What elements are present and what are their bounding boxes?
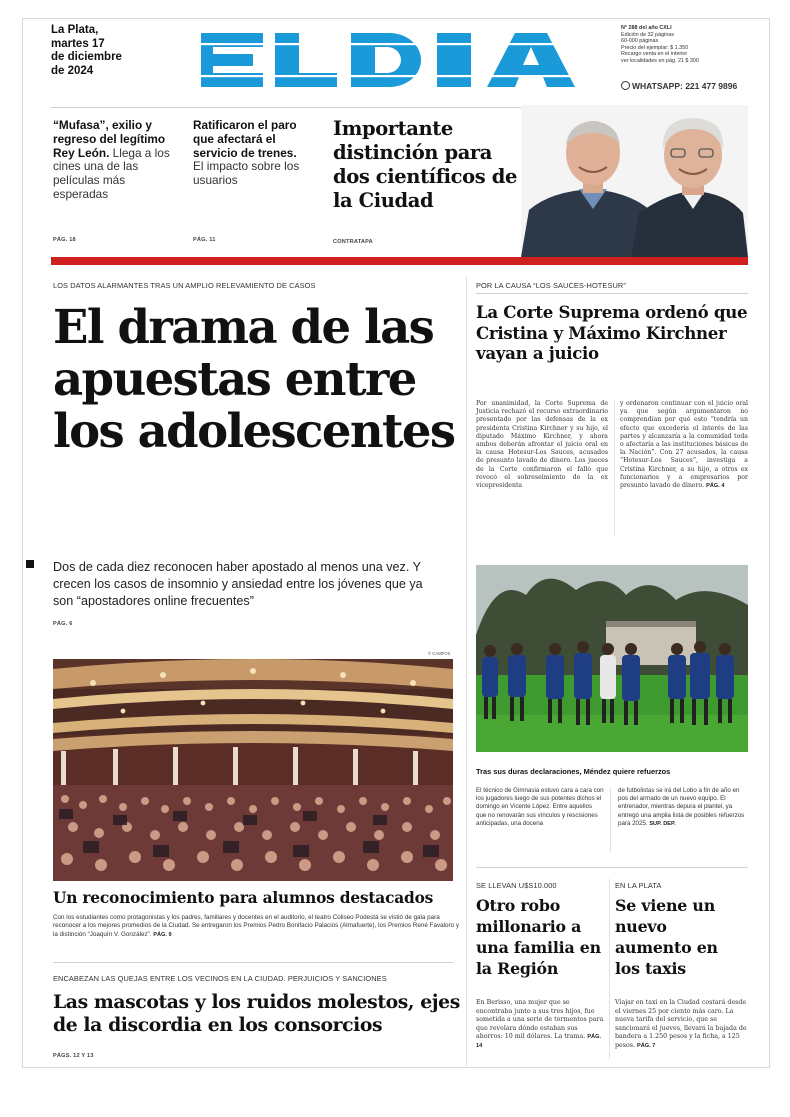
robo-kicker: SE LLEVAN U$S10.000 (476, 881, 557, 890)
robo-page: PÁG. 14 (476, 1034, 602, 1049)
mendez-caption: Tras sus duras declaraciones, Méndez quiere refuerzos (476, 767, 671, 776)
teaser-trenes-text: El impacto sobre los usuarios (193, 159, 300, 188)
mendez-body-col2-text: de futbolistas se irá del Lobo a fin de año en pos del armado de un nuevo equipo. El entrenador, mientras depura el plantel, ya entregó una amplia lista de posibles refuerzos para 2025. (618, 787, 745, 827)
mendez-col-separator (610, 787, 611, 853)
divider (53, 962, 453, 963)
alumnos-body (53, 914, 463, 939)
place: La Plata, (51, 24, 99, 36)
whatsapp-number: WHATSAPP: 221 477 9896 (632, 81, 738, 91)
taxis-kicker: EN LA PLATA (615, 881, 662, 890)
alumnos-headline: Un reconocimiento para alumnos destacados (53, 889, 434, 907)
alumnos-page: PÁG. 9 (153, 931, 172, 938)
place-date (51, 24, 161, 78)
issue-number: N° 288 del año CXLI (621, 25, 672, 31)
mendez-body-col1: El técnico de Gimnasia estuvo cara a cara con los jugadores luego de sus potentes dichos el domingo en Vicente López. Entre aquellos que no renovarán sus vínculos y rescisiones anticipadas, una docena (476, 787, 604, 827)
issue-surcharge: Recargo venta en el interior (621, 51, 688, 58)
corte-page: PÁG. 4 (706, 483, 725, 490)
issue-pages: Edición de 32 páginas (621, 31, 675, 38)
science-page: CONTRATAPA (333, 239, 373, 245)
teaser-trenes (193, 119, 308, 188)
taxis-body (615, 999, 748, 1050)
teaser-mufasa-headline: “Mufasa”, exilio y regreso del legítimo Rey León. (53, 118, 166, 160)
corte-kicker: POR LA CAUSA “LOS SAUCES-HOTESUR” (476, 281, 626, 290)
mascotas-kicker: ENCABEZAN LAS QUEJAS ENTRE LOS VECINOS EN LA CIUDAD. PERJUICIOS Y SANCIONES (53, 974, 387, 983)
robo-headline: Otro robo millonario a una familia en la Región (476, 896, 601, 978)
robo-body (476, 999, 604, 1050)
whatsapp-contact (621, 81, 737, 91)
issue-price: Precio del ejemplar: $ 1.350 (621, 44, 689, 51)
alumnos-body-text: Con los estudiantes como protagonistas y los padres, familiares y docentes en el auditorio, el teatro Coliseo Podestá se vistió de gala para reconocer a los mejores promedios de la Ciudad. Se entregaron los Premios Pedro Bonifacio Palacios (Almafuerte), los Premios René Favaloro y la distinción “Joaquín V. González”. (53, 914, 459, 938)
issue-surcharge-note: ver localidades en pág. 21 $ 300 (621, 57, 699, 64)
corte-headline: La Corte Suprema ordenó que Cristina y Máximo Kirchner vayan a juicio (476, 302, 748, 363)
issue-copies: 60-000 páginas (621, 38, 659, 45)
coliseo-theater-photo (53, 659, 453, 881)
taxis-page: PÁG. 7 (637, 1042, 656, 1049)
gimnasia-training-photo (476, 565, 748, 752)
section-red-bar (51, 257, 748, 265)
issue-meta (621, 25, 770, 65)
teaser-trenes-headline: Ratificaron el paro que afectará el servicio de trenes. (193, 118, 297, 160)
corte-rule (476, 293, 748, 294)
corte-body-col2-text: y ordenaron continuar con el juicio oral ya que según argumentaron no comprendían por qué esto “tendría un efecto que excedería el interés de las partes y alcanzaría a la comunidad toda o afectaría a las instituciones básicas de la Nación”. Con 27 acusados, la causa “Hotesur-Los Sauces”, investiga a Cristina Kirchner, a su hijo, a otros ex funcionarios y a empresarios por presunto lavado de dinero. (620, 400, 748, 490)
main-story-kicker: LOS DATOS ALARMANTES TRAS UN AMPLIO RELEVAMIENTO DE CASOS (53, 281, 316, 290)
mendez-body-col2 (618, 787, 748, 828)
taxis-body-text: Viajar en taxi en la Ciudad costará desde el viernes 25 por ciento más caro. La nueva tarifa del servicio, que se sancionará el jueves, llevará la bajada de bandera a 1.250 pesos y la ficha, a 125 pesos. (615, 999, 747, 1049)
date-line-1: martes 17 (51, 37, 105, 50)
main-story-page: PÁG. 6 (53, 621, 73, 627)
photo-credit: © CAMPOS (428, 651, 451, 656)
whatsapp-icon (621, 81, 630, 90)
date-line-2: de diciembre (51, 51, 122, 63)
corte-col-separator (614, 400, 615, 536)
teaser-mufasa-text: Llega a los cines una de las películas más esperadas (53, 145, 170, 201)
robo-body-text: En Berisso, una mujer que se encontraba junto a sus tres hijos, fue sometida a una serie de tormentos para que revelara dónde estaban sus ahorros: 10 mil dólares. La trama. (476, 999, 604, 1040)
main-story-lede: Dos de cada diez reconocen haber apostado al menos una vez. Y crecen los casos de insomnio y ansiedad entre los jóvenes que ya son “apostadores online frecuentes” (53, 560, 423, 608)
column-divider (609, 879, 610, 1059)
date-line-3: de 2024 (51, 64, 94, 77)
el-dia-logo (201, 23, 601, 97)
teaser-mufasa (53, 119, 178, 202)
mendez-page: SUP. DEP. (649, 820, 676, 827)
mascotas-page: PÁGS. 12 Y 13 (53, 1053, 94, 1059)
column-divider (466, 276, 467, 1066)
bullet-marker (26, 560, 34, 568)
teaser-trenes-page: PÁG. 11 (193, 237, 216, 243)
taxis-headline: Se viene un nuevo aumento en los taxis (615, 896, 718, 978)
corte-body-col2 (620, 400, 748, 490)
main-story-headline: El drama de las apuestas entre los adolescentes (53, 299, 455, 458)
corte-body-col1: Por unanimidad, la Corte Suprema de Justicia rechazó el recurso extraordinario presentado por las defensas de la ex presidenta Cristina Kirchner y su hijo, el diputado Máximo Kirchner, y ahora ambos deberán afrontar el juicio oral en la causa Hotesur-Los Sauces, acusados de presunto lavado de dinero. Los jueces de la Corte confirmaron el fallo que revocó el sobreseimiento de la ex vicepresidenta (476, 400, 608, 490)
science-headline: Importante distinción para dos científicos de la Ciudad (333, 117, 517, 212)
scientists-photo (521, 105, 748, 257)
mascotas-headline: Las mascotas y los ruidos molestos, ejes de la discordia en los consorcios (53, 991, 460, 1036)
teaser-mufasa-page: PÁG. 18 (53, 237, 76, 243)
divider (476, 867, 748, 868)
newspaper-front-page (22, 18, 770, 1068)
